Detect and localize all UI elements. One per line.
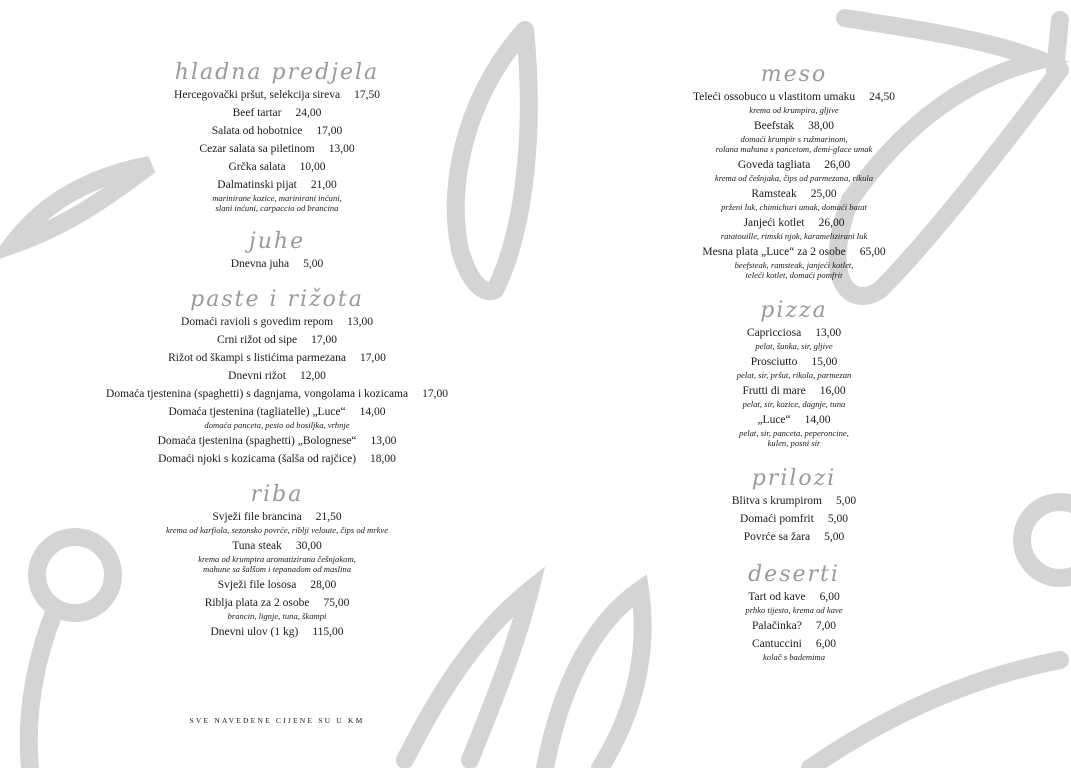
section-title: riba [250, 482, 304, 507]
menu-item-name: Domaći pomfrit [740, 513, 814, 525]
menu-item [97, 257, 457, 275]
menu-item-name: Rižot od škampi s listićima parmezana [168, 352, 346, 364]
menu-item [614, 590, 974, 619]
menu-item-description: teleći kotlet, domaći pomfrit [745, 270, 843, 280]
menu-item [97, 88, 457, 106]
menu-item [97, 142, 457, 160]
menu-item-name: Domaća tjestenina (spaghetti) s dagnjama, vongolama i kozicama [106, 388, 409, 400]
menu-item-name: Dalmatinski pijat [217, 179, 297, 191]
menu-item [97, 178, 457, 217]
menu-item-name: Hercegovački pršut, selekcija sireva [174, 89, 341, 101]
menu-item-description: pelat, sir, kozice, dagnje, tuna [742, 399, 846, 409]
menu-item [97, 315, 457, 333]
menu-item-description: pelat, šunka, sir, gljive [755, 341, 833, 351]
section-title: prilozi [751, 466, 837, 491]
section-title: hladna predjela [174, 60, 380, 85]
menu-item-price: 13,00 [815, 327, 842, 339]
menu-item-price: 75,00 [323, 597, 350, 609]
menu-item-price: 14,00 [359, 406, 386, 418]
menu-item [97, 578, 457, 596]
menu-item-name: Cantuccini [752, 638, 802, 650]
menu-item-description: prhko tijesto, krema od kave [745, 605, 843, 615]
menu-item-name: Beef tartar [232, 107, 282, 119]
menu-item-description: kulen, posni sir [767, 438, 821, 448]
menu-item-price: 24,00 [295, 107, 322, 119]
menu-item-description: kolač s bademima [762, 652, 826, 662]
menu-item [97, 452, 457, 470]
menu-item-name: Domaća tjestenina (spaghetti) „Bolognese“ [157, 435, 357, 447]
menu-item-description: krema od krumpira aromatizirana češnjakom, [198, 554, 356, 564]
menu-item-price: 26,00 [818, 217, 845, 229]
menu-item-price: 65,00 [859, 246, 886, 258]
section-title: paste i rižota [190, 287, 364, 312]
section-title: deserti [748, 562, 840, 587]
menu-item-price: 12,00 [299, 370, 326, 382]
menu-item-description: beefsteak, ramsteak, janjeći kotlet, [734, 260, 854, 270]
menu-item-name: Salata od hobotnice [211, 125, 303, 137]
menu-item-price: 5,00 [835, 495, 857, 507]
menu-section [97, 58, 457, 217]
menu-item [614, 637, 974, 666]
stem-shape [29, 610, 55, 768]
menu-item-name: Dnevni rižot [228, 370, 286, 382]
menu-item-price: 17,00 [316, 125, 343, 137]
menu-left-page [97, 58, 457, 653]
menu-item-name: Dnevni ulov (1 kg) [210, 626, 299, 638]
menu-item-description: domaći krumpir s ružmarinom, [740, 134, 848, 144]
menu-item-price: 6,00 [815, 638, 836, 650]
menu-item-description: prženi luk, chimichuri umak, domaći batat [721, 202, 867, 212]
menu-item-name: Janjeći kotlet [743, 217, 805, 229]
menu-item [97, 387, 457, 405]
menu-item-price: 5,00 [824, 531, 845, 543]
menu-item [614, 326, 974, 355]
menu-item-name: Frutti di mare [742, 385, 806, 397]
menu-item-name: Teleći ossobuco u vlastitom umaku [693, 91, 856, 103]
menu-item-name: Domaća tjestenina (tagliatelle) „Luce“ [168, 406, 346, 418]
menu-item [97, 596, 457, 625]
menu-right-page [614, 60, 974, 678]
menu-item [97, 625, 457, 643]
menu-item-price: 5,00 [827, 513, 848, 525]
menu-item-name: Grčka salata [228, 161, 286, 173]
menu-item-description: slani inćuni, carpaccio od brancina [215, 203, 339, 213]
menu-item-name: Povrće sa žara [743, 531, 811, 543]
menu-item [614, 494, 974, 512]
menu-item-description: rolana mahuna s pancetom, demi-glace umak [715, 144, 873, 154]
menu-item-name: Prosciutto [750, 356, 798, 368]
price-currency-note: SVE NAVEDENE CIJENE SU U KM [189, 716, 365, 725]
menu-item-description: krema od češnjaka, čips od parmezana, rikula [714, 173, 874, 183]
menu-item-price: 17,50 [354, 89, 380, 101]
menu-item [614, 187, 974, 216]
menu-item-price: 14,00 [804, 414, 831, 426]
menu-item-price: 13,00 [370, 435, 397, 447]
menu-item-name: Goveda tagliata [737, 159, 811, 171]
menu-section [614, 464, 974, 548]
menu-item-name: Ramsteak [751, 188, 797, 200]
menu-item-description: krema od karfiola, sezonsko povrće, riblji veloute, čips od mrkve [165, 525, 389, 535]
menu-section [614, 60, 974, 284]
menu-item [97, 160, 457, 178]
menu-item-description: ratatouille, rimski njok, karamelizirani luk [720, 231, 868, 241]
menu-item [614, 619, 974, 637]
menu-item-description: domaća panceta, pesto od bosiljka, vrhnje [204, 420, 350, 430]
menu-item [614, 355, 974, 384]
menu-item-price: 18,00 [370, 453, 396, 465]
menu-item [97, 351, 457, 369]
menu-section [614, 296, 974, 452]
menu-item-price: 28,00 [310, 579, 337, 591]
menu-item-name: Cezar salata sa piletinom [199, 143, 315, 155]
menu-item [614, 216, 974, 245]
menu-item-description: mahune sa šalšom i tepanadom od maslina [202, 564, 351, 574]
menu-item-price: 7,00 [815, 620, 836, 632]
menu-item-name: Domaći njoki s kozicama (šalša od rajčice) [158, 453, 357, 465]
menu-item-name: Mesna plata „Luce“ za 2 osobe [702, 246, 846, 258]
menu-item-description: pelat, sir, panceta, peperoncine, [739, 428, 849, 438]
menu-item-name: Svježi file brancina [212, 511, 302, 523]
menu-item-description: pelat, sir, pršut, rikola, parmezan [736, 370, 852, 380]
menu-item-price: 5,00 [303, 258, 324, 270]
menu-item-price: 21,50 [315, 511, 342, 523]
menu-item-price: 17,00 [422, 388, 448, 400]
section-title: meso [760, 62, 828, 87]
menu-item-price: 21,00 [310, 179, 337, 191]
menu-item-price: 6,00 [819, 591, 840, 603]
menu-item [614, 384, 974, 413]
menu-item-price: 38,00 [808, 120, 835, 132]
menu-item-name: Beefstak [753, 120, 795, 132]
menu-item [97, 124, 457, 142]
menu-section [614, 560, 974, 666]
menu-item [97, 434, 457, 452]
menu-item-price: 26,00 [824, 159, 851, 171]
menu-section [97, 227, 457, 275]
menu-item-price: 16,00 [819, 385, 846, 397]
menu-item-price: 24,50 [869, 91, 895, 103]
menu-item-name: Crni rižot od sipe [216, 334, 298, 346]
menu-item-price: 10,00 [299, 161, 326, 173]
menu-item-name: „Luce“ [757, 414, 791, 426]
menu-item-name: Riblja plata za 2 osobe [204, 597, 310, 609]
menu-item-price: 15,00 [811, 356, 838, 368]
menu-item-name: Svježi file lososa [217, 579, 297, 591]
menu-item-price: 13,00 [328, 143, 355, 155]
menu-item-price: 17,00 [360, 352, 386, 364]
menu-item [97, 106, 457, 124]
menu-item-price: 17,00 [311, 334, 338, 346]
menu-item-name: Domaći ravioli s govedim repom [181, 316, 334, 328]
menu-item-description: marinirane kozice, marinirani inćuni, [212, 193, 342, 203]
menu-item-price: 30,00 [295, 540, 322, 552]
menu-item-name: Capricciosa [746, 327, 802, 339]
menu-item [97, 405, 457, 434]
menu-item-price: 25,00 [810, 188, 837, 200]
section-title: pizza [760, 298, 828, 323]
menu-section [97, 285, 457, 470]
section-title: juhe [248, 229, 306, 254]
menu-item [614, 90, 974, 119]
menu-item [614, 413, 974, 452]
menu-item-price: 13,00 [347, 316, 373, 328]
menu-section [97, 480, 457, 643]
menu-item-name: Tuna steak [232, 540, 282, 552]
menu-item-name: Palačinka? [752, 620, 802, 632]
menu-item [97, 510, 457, 539]
menu-item-description: krema od krumpira, gljive [749, 105, 839, 115]
menu-item [97, 333, 457, 351]
leaf-shape [1055, 20, 1060, 70]
leaf-shape [456, 30, 529, 291]
menu-item-name: Dnevna juha [230, 258, 290, 270]
circle-shape [1022, 502, 1071, 578]
menu-item-price: 115,00 [312, 626, 344, 638]
menu-item-name: Blitva s krumpirom [731, 495, 822, 507]
menu-item [97, 539, 457, 578]
menu-item [614, 512, 974, 530]
menu-item [97, 369, 457, 387]
menu-item [614, 530, 974, 548]
menu-item [614, 245, 974, 284]
menu-item [614, 119, 974, 158]
menu-item-description: brancin, lignje, tuna, škampi [227, 611, 327, 621]
menu-item-name: Tart od kave [748, 591, 806, 603]
menu-item [614, 158, 974, 187]
